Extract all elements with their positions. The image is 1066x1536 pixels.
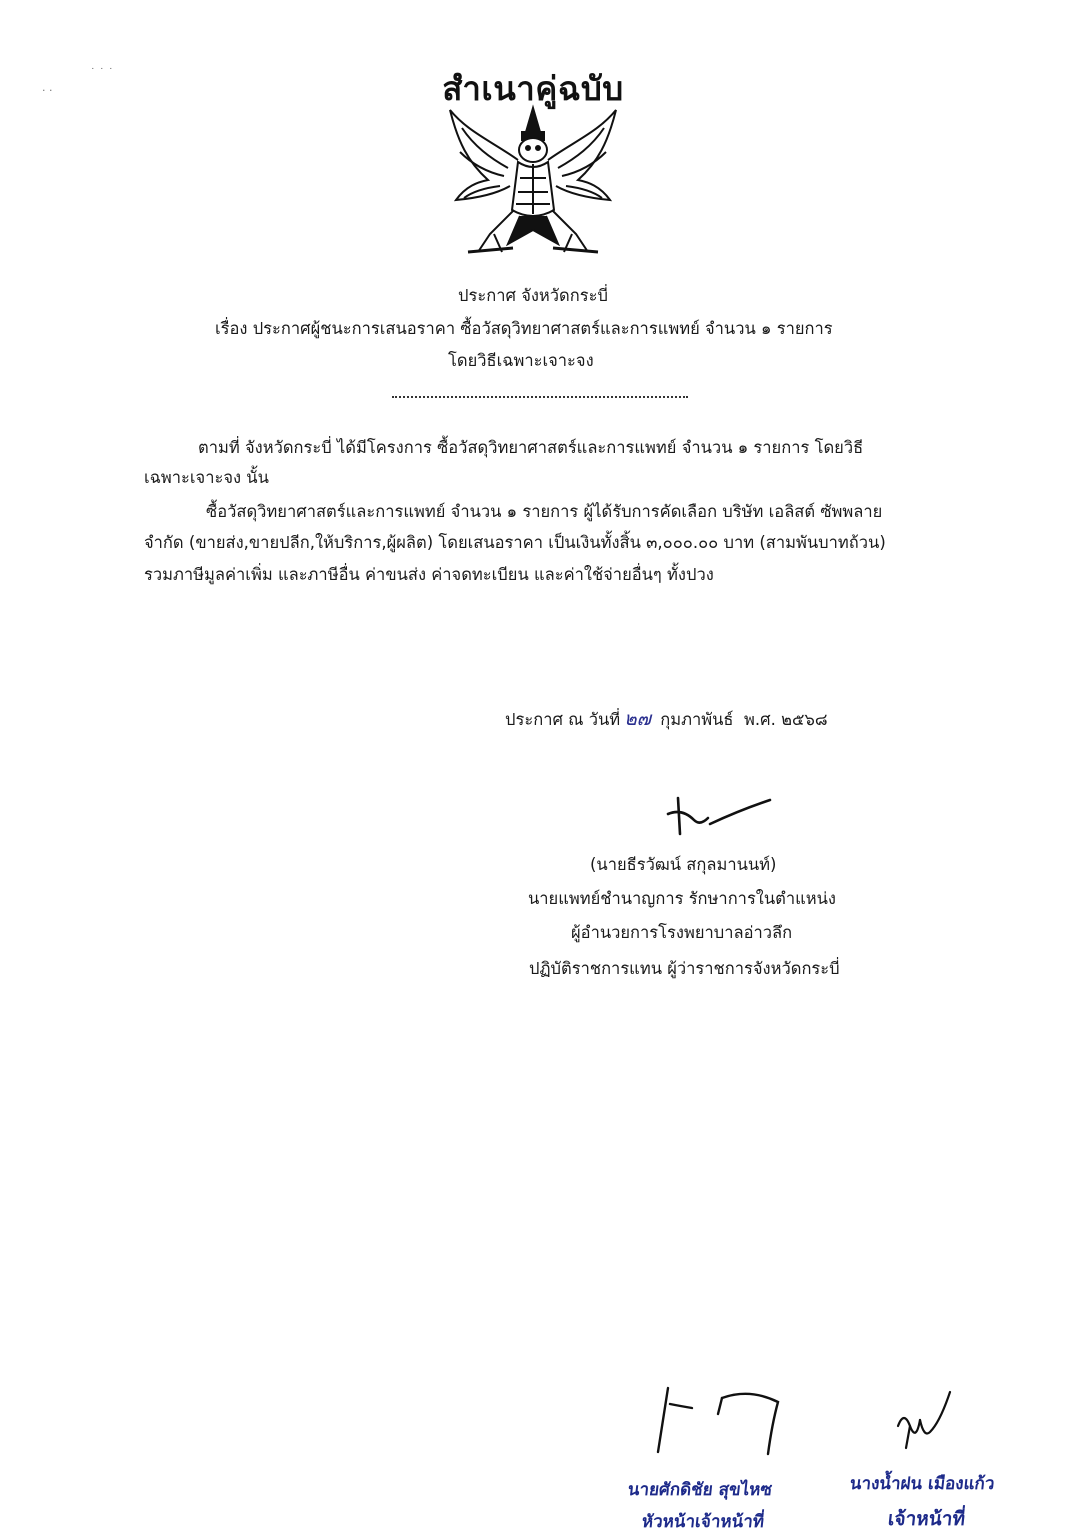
date-month: กุมภาพันธ์: [660, 710, 734, 729]
signatory-position-3: ปฏิบัติราชการแทน ผู้ว่าราชการจังหวัดกระบี่: [529, 959, 840, 978]
para2-line2: จำกัด (ขายส่ง,ขายปลีก,ให้บริการ,ผู้ผลิต) โดยเสนอราคา เป็นเงินทั้งสิ้น ๓,๐๐๐.๐๐ บาท (สามพันบาทถ้วน): [144, 533, 886, 552]
scan-speck: · ·: [42, 84, 53, 97]
announcement-title: ประกาศ จังหวัดกระบี่: [458, 286, 608, 305]
para2-line3: รวมภาษีมูลค่าเพิ่ม และภาษีอื่น ค่าขนส่ง ค่าจดทะเบียน และค่าใช้จ่ายอื่นๆ ทั้งปวง: [144, 565, 714, 584]
copy-stamp: สำเนาคู่ฉบับ: [442, 69, 624, 108]
garuda-emblem-icon: [438, 102, 628, 262]
date-year-label: พ.ศ.: [743, 710, 776, 729]
signatory-position-1: นายแพทย์ชำนาญการ รักษาการในตำแหน่ง: [528, 889, 836, 908]
dotted-divider: [392, 396, 688, 398]
left-footer-title: หัวหน้าเจ้าหน้าที่: [640, 1512, 766, 1532]
date-day: ๒๗: [624, 708, 651, 730]
para1-line1: ตามที่ จังหวัดกระบี่ ได้มีโครงการ ซื้อวัสดุวิทยาศาสตร์และการแพทย์ จำนวน ๑ รายการ โดยวิธี: [198, 438, 864, 457]
subject-line-2: โดยวิธีเฉพาะเจาะจง: [448, 351, 594, 370]
date-year: ๒๕๖๘: [781, 710, 828, 729]
para2-line1: ซื้อวัสดุวิทยาศาสตร์และการแพทย์ จำนวน ๑ รายการ ผู้ได้รับการคัดเลือก บริษัท เอลิสต์ ซัพพลาย: [206, 502, 883, 521]
left-footer-name: นายศักดิชัย สุขไหซ: [626, 1480, 773, 1500]
main-signature-icon: [660, 790, 780, 840]
right-footer-name: นางน้ำฝน เมืองแก้ว: [848, 1474, 996, 1494]
right-footer-title: เจ้าหน้าที่: [886, 1508, 967, 1530]
signatory-position-2: ผู้อำนวยการโรงพยาบาลอ่าวลึก: [571, 923, 793, 942]
signatory-name: (นายธีรวัฒน์ สกุลมานนท์): [590, 855, 777, 874]
scan-speck: ˙ ˙ ˙: [90, 66, 114, 79]
left-footer-signature-icon: [640, 1384, 790, 1464]
para1-line2: เฉพาะเจาะจง นั้น: [144, 468, 269, 487]
date-prefix: ประกาศ ณ วันที่: [505, 710, 621, 729]
announcement-date: [505, 704, 828, 734]
right-footer-signature-icon: [888, 1386, 968, 1452]
subject-line-1: เรื่อง ประกาศผู้ชนะการเสนอราคา ซื้อวัสดุวิทยาศาสตร์และการแพทย์ จำนวน ๑ รายการ: [215, 319, 833, 338]
